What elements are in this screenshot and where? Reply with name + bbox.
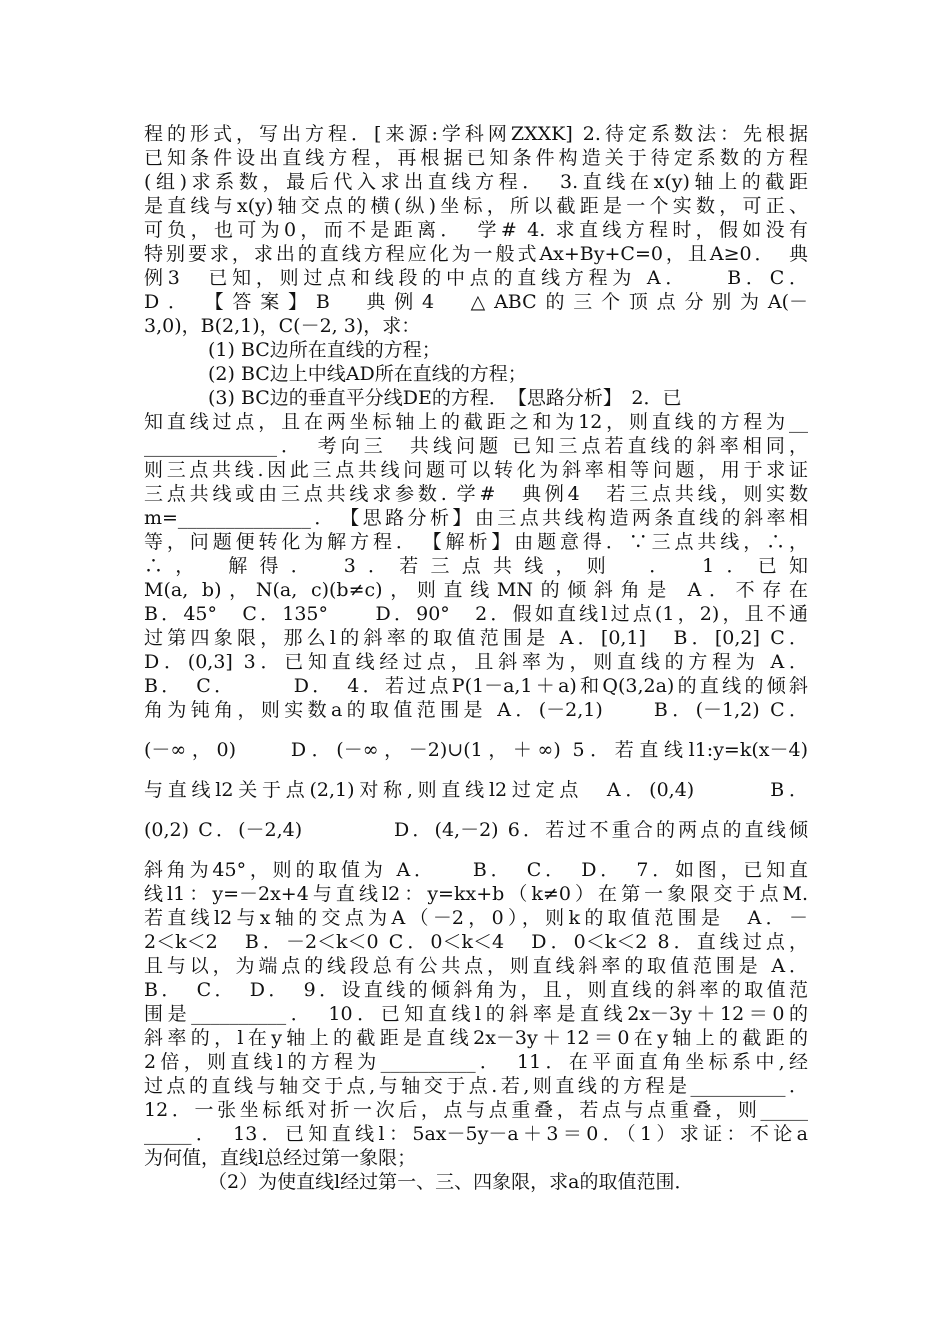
text-line: 斜角为45°，则的取值为 A． B． C． D． 7．如图，已知直: [144, 859, 808, 881]
text-line: 则三点共线.因此三点共线问题可以转化为斜率相等问题，用于求证: [144, 459, 808, 481]
text-line: B． C． D． 4．若过点P(1－a,1＋a)和Q(3,2a)的直线的倾斜: [144, 675, 808, 697]
text-line: 与直线l2关于点(2,1)对称,则直线l2过定点 A．(0,4) B．: [144, 779, 808, 801]
text-line: 过点的直线与轴交于点,与轴交于点.若,则直线的方程是__________．: [144, 1075, 808, 1097]
text-line: 2倍，则直线l的方程为__________． 11．在平面直角坐标系中,经: [144, 1051, 808, 1073]
text-line: 斜率的，l在y轴上的截距是直线2x－3y＋12＝0在y轴上的截距的: [144, 1027, 808, 1049]
text-line: (3) BC边的垂直平分线DE的方程． 【思路分析】 2．已: [208, 387, 682, 409]
text-line: 是直线与x(y)轴交点的横(纵)坐标，所以截距是一个实数，可正、: [144, 195, 808, 217]
text-line: 三点共线或由三点共线求参数. 学# 典例4 若三点共线，则实数: [144, 483, 808, 505]
text-line: B． C． D． 9．设直线的倾斜角为，且，则直线的斜率的取值范: [144, 979, 808, 1001]
text-line: D．(0,3] 3．已知直线经过点，且斜率为，则直线的方程为 A．: [144, 651, 808, 673]
text-line: 若直线l2与x轴的交点为A（－2，0），则k的取值范围是 A．－: [144, 907, 808, 929]
text-line: 可负，也可为0，而不是距离． 学# 4. 求直线方程时，假如没有: [144, 219, 808, 241]
text-line: 过第四象限，那么l的斜率的取值范围是 A．[0,1] B．[0,2] C．: [144, 627, 808, 649]
text-line: (0,2) C．(－2,4) D．(4,－2) 6．若过不重合的两点的直线倾: [144, 819, 808, 841]
text-line: 例3 已知，则过点和线段的中点的直线方程为 A． B．C．: [144, 267, 808, 289]
text-line: (－∞，0) D．(－∞，－2)∪(1，＋∞) 5．若直线l1:y=k(x－4): [144, 739, 808, 761]
text-line: B．45° C．135° D．90° 2．假如直线l过点(1，2)，且不通: [144, 603, 808, 625]
text-line: 12．一张坐标纸对折一次后，点与点重叠，若点与点重叠，则_____: [144, 1099, 808, 1121]
text-line: M(a, b)，N(a, c)(b≠c)，则直线MN的倾斜角是 A．不存在: [144, 579, 808, 601]
text-line: _____． 13．已知直线l：5ax－5y－a＋3＝0．（1）求证：不论a: [144, 1123, 808, 1145]
text-line: 围是__________． 10．已知直线l的斜率是直线2x－3y＋12＝0的: [144, 1003, 808, 1025]
text-line: (组)求系数，最后代入求出直线方程． 3.直线在x(y)轴上的截距: [144, 171, 808, 193]
text-line: D． 【答案】B 典例4 △ABC的三个顶点分别为A(－: [144, 291, 808, 313]
text-line: 为何值，直线l总经过第一象限；: [144, 1147, 417, 1169]
text-line: (2) BC边上中线AD所在直线的方程；: [208, 363, 527, 385]
text-line: 已知条件设出直线方程，再根据已知条件构造关于待定系数的方程: [144, 147, 808, 169]
text-line: 等，问题便转化为解方程． 【解析】由题意得．∵三点共线，∴，: [144, 531, 808, 553]
text-line: 特别要求，求出的直线方程应化为一般式Ax+By+C=0，且A≥0． 典: [144, 243, 808, 265]
text-line: ______________． 考向三 共线问题 已知三点若直线的斜率相同，: [144, 435, 808, 457]
text-line: (1) BC边所在直线的方程；: [208, 339, 441, 361]
text-line: m=______________． 【思路分析】由三点共线构造两条直线的斜率相: [144, 507, 808, 529]
text-line: 线l1：y=－2x+4与直线l2：y=kx+b（k≠0）在第一象限交于点M.: [144, 883, 808, 905]
text-line: 2＜k＜2 B．－2＜k＜0 C．0＜k＜4 D．0＜k＜2 8．直线过点，: [144, 931, 808, 953]
text-line: ∴， 解得． 3．若三点共线，则 ． 1．已知: [144, 555, 808, 577]
text-line: 3,0)，B(2,1)，C(－2, 3)，求：: [144, 315, 421, 337]
text-line: 知直线过点，且在两坐标轴上的截距之和为12，则直线的方程为__: [144, 411, 808, 433]
text-line: 角为钝角，则实数a的取值范围是 A．(－2,1) B．(－1,2) C．: [144, 699, 808, 721]
document-page: [144, 122, 808, 1194]
text-line: 程的形式，写出方程．[来源:学科网ZXXK] 2.待定系数法：先根据: [144, 123, 808, 145]
text-line: （2）为使直线l经过第一、三、四象限，求a的取值范围．: [208, 1171, 694, 1193]
text-line: 且与以，为端点的线段总有公共点，则直线斜率的取值范围是 A．: [144, 955, 808, 977]
